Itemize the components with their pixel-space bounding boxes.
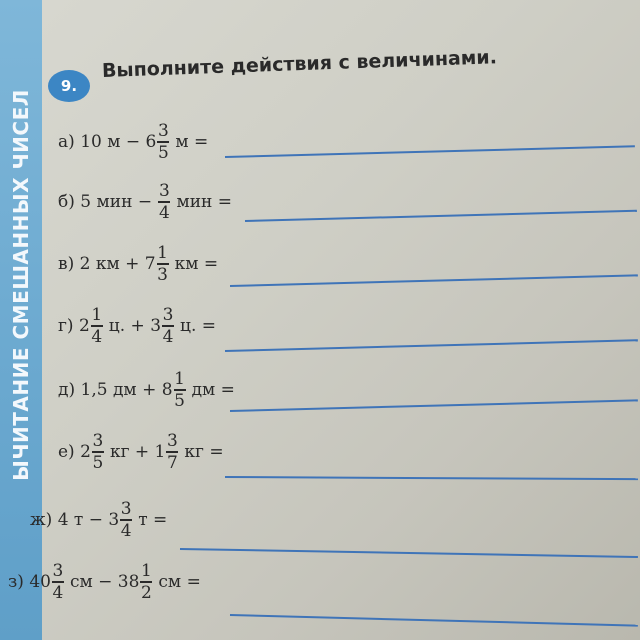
operand-a-whole: 40 — [29, 571, 51, 592]
numerator: 3 — [157, 121, 169, 141]
operand-b-unit: дм — [191, 379, 216, 400]
exercise-a — [58, 122, 208, 162]
answer-line-v[interactable] — [230, 274, 638, 286]
exercise-g — [58, 306, 216, 346]
operand-a-unit: мин — [96, 191, 133, 212]
operator: − — [98, 571, 113, 592]
equals-sign: = — [201, 315, 217, 336]
numerator: 3 — [120, 499, 132, 519]
operand-b-unit: км — [174, 253, 199, 274]
operator: − — [125, 131, 141, 152]
numerator: 1 — [91, 305, 103, 325]
denominator: 4 — [91, 326, 103, 347]
operand-a-unit: т — [73, 509, 84, 530]
denominator: 7 — [166, 452, 178, 473]
numerator: 1 — [174, 369, 185, 389]
operator: + — [125, 253, 140, 274]
answer-line-b[interactable] — [245, 210, 637, 222]
operand-b-whole: 7 — [144, 253, 156, 274]
answer-line-a[interactable] — [225, 145, 635, 157]
equals-sign: = — [209, 441, 224, 462]
chapter-title-text: ЫЧИТАНИЕ СМЕШАННЫХ ЧИСЕЛ — [9, 89, 33, 481]
answer-line-z[interactable] — [230, 614, 638, 626]
operand-a-unit: ц. — [108, 315, 126, 336]
exercise-label: з) — [8, 571, 24, 592]
answer-line-e[interactable] — [225, 476, 638, 480]
exercise-zh — [30, 500, 167, 540]
numerator: 3 — [92, 431, 104, 451]
fraction-b — [140, 562, 152, 602]
operand-a-whole: 10 — [80, 131, 102, 152]
task-title: Выполните действия с величинами. — [101, 46, 498, 82]
operand-a-unit: м — [107, 131, 121, 152]
answer-line-g[interactable] — [225, 339, 638, 351]
operand-b-whole: 8 — [161, 379, 173, 400]
operand-b-unit: м — [175, 131, 189, 152]
exercise-label: б) — [58, 191, 75, 212]
operator: − — [137, 191, 153, 212]
fraction-b — [157, 122, 169, 162]
operand-b-unit: см — [158, 571, 182, 592]
fraction-b — [166, 432, 178, 472]
operand-a-unit: км — [95, 253, 120, 274]
operator: + — [142, 379, 157, 400]
chapter-title-vertical — [0, 0, 42, 640]
denominator: 2 — [140, 582, 152, 603]
fraction-b — [157, 244, 169, 284]
exercise-label: а) — [58, 131, 75, 152]
exercise-b — [58, 182, 232, 222]
exercise-d — [58, 370, 235, 410]
answer-line-d[interactable] — [230, 399, 638, 411]
exercise-label: д) — [58, 379, 76, 400]
operand-b-whole: 38 — [117, 571, 140, 592]
denominator: 5 — [174, 390, 185, 411]
equals-sign: = — [203, 253, 219, 274]
numerator: 3 — [166, 431, 178, 451]
denominator: 4 — [159, 202, 170, 223]
operand-a-unit: кг — [109, 441, 130, 462]
equals-sign: = — [186, 571, 201, 592]
operand-b-unit: мин — [176, 191, 213, 212]
numerator: 1 — [157, 243, 168, 263]
exercise-label: е) — [58, 441, 75, 462]
equals-sign: = — [153, 509, 168, 530]
fraction-b — [162, 306, 174, 346]
denominator: 5 — [92, 452, 104, 473]
operand-a-unit: см — [69, 571, 93, 592]
exercise-v — [58, 244, 218, 284]
operand-a-whole: 1,5 — [80, 379, 108, 400]
operand-a-unit: дм — [112, 379, 137, 400]
operand-a-whole: 4 — [57, 509, 69, 530]
operand-a-whole: 2 — [79, 253, 91, 274]
operand-b-unit: т — [138, 509, 148, 530]
operand-b-unit: ц. — [180, 315, 197, 336]
operator: + — [134, 441, 150, 462]
fraction-b — [158, 182, 170, 222]
denominator: 3 — [157, 264, 168, 285]
operand-a-whole: 2 — [80, 441, 91, 462]
operator: − — [88, 509, 103, 530]
exercise-z — [8, 562, 201, 602]
fraction-a — [52, 562, 64, 602]
fraction-a — [92, 432, 104, 472]
operand-a-whole: 2 — [78, 315, 90, 336]
numerator: 3 — [52, 561, 64, 581]
denominator: 5 — [157, 142, 169, 163]
equals-sign: = — [220, 379, 235, 400]
operand-a-whole: 5 — [80, 191, 92, 212]
operand-b-whole: 3 — [108, 509, 120, 530]
operator: + — [130, 315, 145, 336]
denominator: 4 — [52, 582, 64, 603]
operand-b-whole: 1 — [154, 441, 166, 462]
exercise-label: г) — [58, 315, 74, 336]
operand-b-whole: 3 — [150, 315, 162, 336]
fraction-b — [120, 500, 132, 540]
task-number-badge: 9. — [48, 70, 90, 102]
exercise-e — [58, 432, 224, 472]
denominator: 4 — [120, 520, 132, 541]
operand-b-unit: кг — [184, 441, 204, 462]
numerator: 3 — [159, 181, 170, 201]
answer-line-zh[interactable] — [180, 548, 638, 558]
operand-b-whole: 6 — [145, 131, 157, 152]
equals-sign: = — [194, 131, 209, 152]
fraction-b — [174, 370, 186, 410]
exercise-label: ж) — [30, 509, 53, 530]
fraction-a — [91, 306, 103, 346]
numerator: 1 — [140, 561, 152, 581]
denominator: 4 — [162, 326, 174, 347]
equals-sign: = — [217, 191, 233, 212]
numerator: 3 — [162, 305, 174, 325]
exercise-label: в) — [58, 253, 75, 274]
